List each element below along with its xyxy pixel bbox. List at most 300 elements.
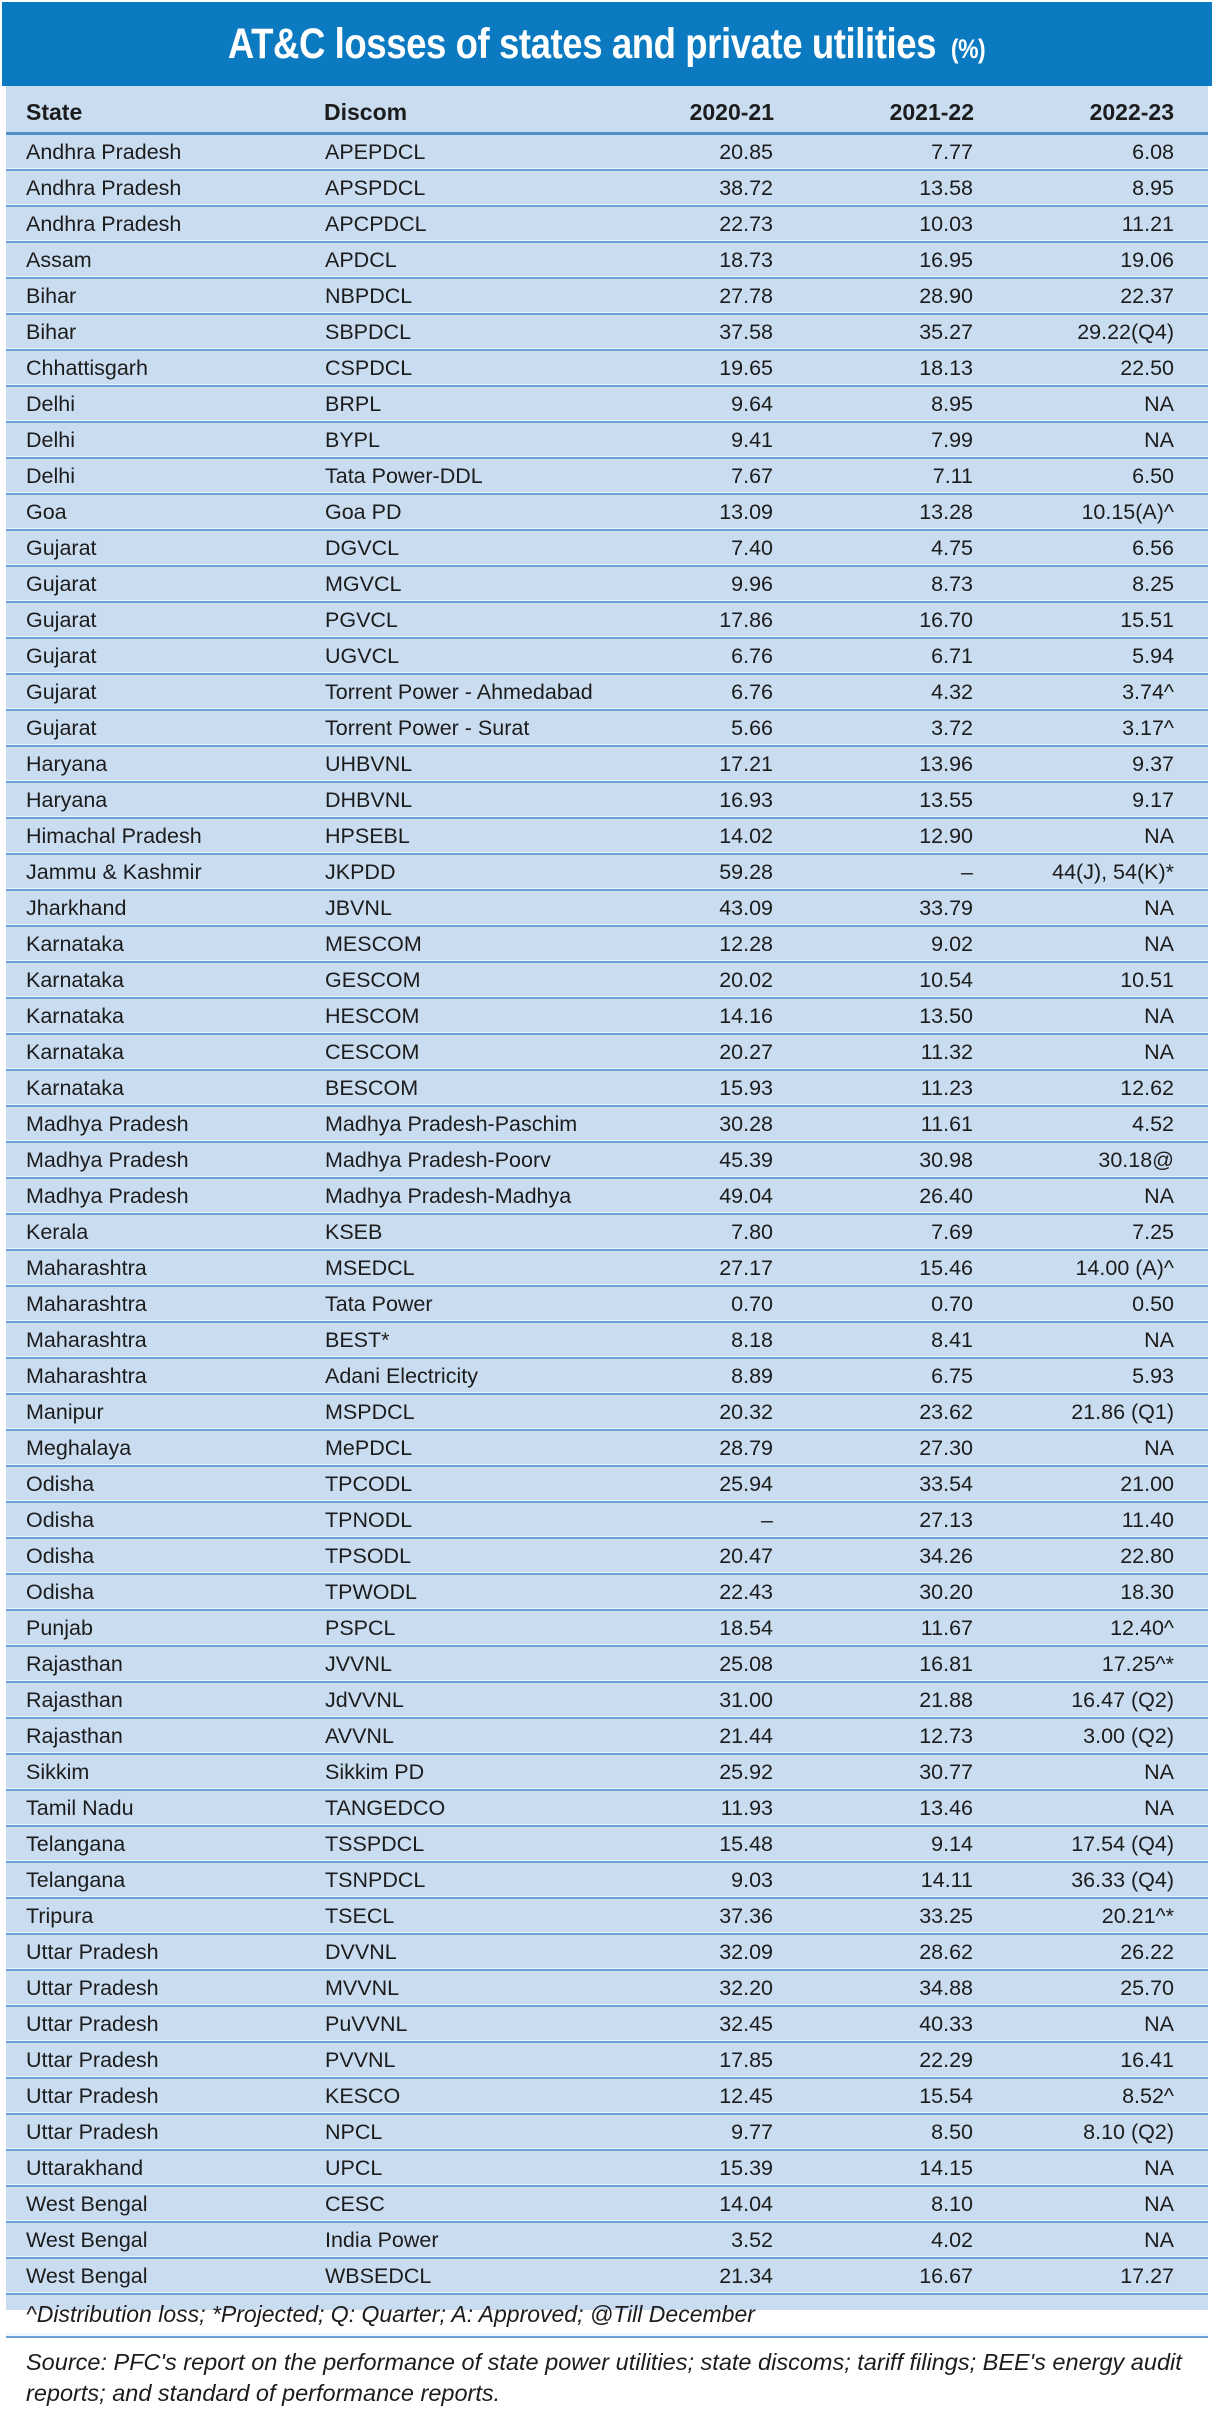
- cell-2022-23: 22.80: [974, 1538, 1208, 1574]
- table-row: [6, 134, 1208, 171]
- cell-discom: SBPDCL: [324, 314, 654, 350]
- cell-2021-22: 13.46: [774, 1790, 974, 1826]
- table-row: [6, 854, 1208, 890]
- cell-2020-21: 7.40: [654, 530, 774, 566]
- cell-discom: MSEDCL: [324, 1250, 654, 1286]
- cell-2022-23: 36.33 (Q4): [974, 1862, 1208, 1898]
- table-row: [6, 1790, 1208, 1826]
- cell-2020-21: 15.48: [654, 1826, 774, 1862]
- cell-state: Maharashtra: [6, 1286, 324, 1322]
- cell-2022-23: 30.18@: [974, 1142, 1208, 1178]
- cell-state: Gujarat: [6, 566, 324, 602]
- cell-2022-23: 26.22: [974, 1934, 1208, 1970]
- cell-2021-22: 4.02: [774, 2222, 974, 2258]
- cell-2020-21: 14.04: [654, 2186, 774, 2222]
- table-row: [6, 1682, 1208, 1718]
- table-row: [6, 1070, 1208, 1106]
- title-bar: [2, 2, 1212, 86]
- cell-state: Jharkhand: [6, 890, 324, 926]
- cell-2020-21: 17.86: [654, 602, 774, 638]
- cell-2020-21: 32.09: [654, 1934, 774, 1970]
- cell-2020-21: 15.39: [654, 2150, 774, 2186]
- cell-2022-23: 3.74^: [974, 674, 1208, 710]
- cell-discom: HESCOM: [324, 998, 654, 1034]
- table-row: [6, 422, 1208, 458]
- cell-2021-22: 3.72: [774, 710, 974, 746]
- table-row: [6, 1214, 1208, 1250]
- cell-2020-21: 13.09: [654, 494, 774, 530]
- cell-state: West Bengal: [6, 2258, 324, 2294]
- cell-state: Karnataka: [6, 1070, 324, 1106]
- cell-2021-22: 34.88: [774, 1970, 974, 2006]
- cell-discom: UPCL: [324, 2150, 654, 2186]
- cell-2021-22: 11.67: [774, 1610, 974, 1646]
- cell-2022-23: 8.10 (Q2): [974, 2114, 1208, 2150]
- table-row: [6, 1970, 1208, 2006]
- cell-discom: APDCL: [324, 242, 654, 278]
- cell-2021-22: –: [774, 854, 974, 890]
- cell-2022-23: 22.37: [974, 278, 1208, 314]
- cell-2022-23: 8.52^: [974, 2078, 1208, 2114]
- cell-2022-23: 11.40: [974, 1502, 1208, 1538]
- cell-state: Kerala: [6, 1214, 324, 1250]
- cell-2022-23: 22.50: [974, 350, 1208, 386]
- table-row: [6, 962, 1208, 998]
- cell-state: Gujarat: [6, 602, 324, 638]
- table-row: [6, 2006, 1208, 2042]
- table-row: [6, 2078, 1208, 2114]
- cell-2022-23: 29.22(Q4): [974, 314, 1208, 350]
- header-row: [6, 86, 1208, 134]
- cell-2022-23: 0.50: [974, 1286, 1208, 1322]
- cell-discom: JVVNL: [324, 1646, 654, 1682]
- cell-2021-22: 21.88: [774, 1682, 974, 1718]
- cell-2021-22: 30.77: [774, 1754, 974, 1790]
- source-note: Source: PFC's report on the performance of state power utilities; state discoms; tariff filings; BEE's energy audit reports; and standard of performance reports.: [26, 2349, 1182, 2406]
- cell-2022-23: NA: [974, 386, 1208, 422]
- cell-discom: CSPDCL: [324, 350, 654, 386]
- cell-discom: DGVCL: [324, 530, 654, 566]
- cell-discom: Sikkim PD: [324, 1754, 654, 1790]
- table-row: [6, 926, 1208, 962]
- cell-discom: WBSEDCL: [324, 2258, 654, 2294]
- cell-2022-23: 17.27: [974, 2258, 1208, 2294]
- col-header-state: State: [6, 86, 324, 134]
- cell-2021-22: 8.50: [774, 2114, 974, 2150]
- cell-2021-22: 11.23: [774, 1070, 974, 1106]
- cell-2022-23: NA: [974, 2150, 1208, 2186]
- cell-2021-22: 30.20: [774, 1574, 974, 1610]
- table-row: [6, 638, 1208, 674]
- cell-2020-21: 20.02: [654, 962, 774, 998]
- cell-2022-23: 3.00 (Q2): [974, 1718, 1208, 1754]
- cell-state: Karnataka: [6, 1034, 324, 1070]
- cell-2020-21: 17.21: [654, 746, 774, 782]
- cell-state: Himachal Pradesh: [6, 818, 324, 854]
- cell-discom: Madhya Pradesh-Paschim: [324, 1106, 654, 1142]
- table-row: [6, 1862, 1208, 1898]
- table-row: [6, 1538, 1208, 1574]
- cell-state: Uttar Pradesh: [6, 2042, 324, 2078]
- table-row: [6, 530, 1208, 566]
- cell-state: Uttarakhand: [6, 2150, 324, 2186]
- cell-discom: DVVNL: [324, 1934, 654, 1970]
- cell-discom: MESCOM: [324, 926, 654, 962]
- cell-2022-23: NA: [974, 926, 1208, 962]
- cell-discom: Torrent Power - Ahmedabad: [324, 674, 654, 710]
- cell-2021-22: 11.61: [774, 1106, 974, 1142]
- table-row: [6, 710, 1208, 746]
- table-row: [6, 1574, 1208, 1610]
- cell-discom: UGVCL: [324, 638, 654, 674]
- cell-2022-23: 44(J), 54(K)*: [974, 854, 1208, 890]
- cell-2021-22: 6.75: [774, 1358, 974, 1394]
- cell-discom: TSSPDCL: [324, 1826, 654, 1862]
- cell-2022-23: NA: [974, 1178, 1208, 1214]
- cell-discom: BEST*: [324, 1322, 654, 1358]
- cell-2021-22: 8.73: [774, 566, 974, 602]
- table-row: [6, 1106, 1208, 1142]
- cell-2022-23: 15.51: [974, 602, 1208, 638]
- cell-state: Maharashtra: [6, 1358, 324, 1394]
- table-row: [6, 566, 1208, 602]
- col-header-2021-22: 2021-22: [774, 86, 974, 134]
- cell-state: Tamil Nadu: [6, 1790, 324, 1826]
- table-row: [6, 1466, 1208, 1502]
- table-row: [6, 170, 1208, 206]
- cell-2020-21: 9.96: [654, 566, 774, 602]
- table-row: [6, 1142, 1208, 1178]
- cell-discom: Tata Power: [324, 1286, 654, 1322]
- cell-discom: MSPDCL: [324, 1394, 654, 1430]
- table-row: [6, 278, 1208, 314]
- table-header: [6, 86, 1208, 134]
- table-row: [6, 2258, 1208, 2294]
- cell-2020-21: 15.93: [654, 1070, 774, 1106]
- cell-2020-21: 59.28: [654, 854, 774, 890]
- cell-2020-21: 37.58: [654, 314, 774, 350]
- table-row: [6, 1826, 1208, 1862]
- table-row: [6, 1358, 1208, 1394]
- cell-2022-23: 18.30: [974, 1574, 1208, 1610]
- cell-2020-21: 14.02: [654, 818, 774, 854]
- cell-2020-21: 25.08: [654, 1646, 774, 1682]
- cell-2020-21: 9.41: [654, 422, 774, 458]
- cell-state: Rajasthan: [6, 1682, 324, 1718]
- table-row: [6, 1430, 1208, 1466]
- cell-state: Telangana: [6, 1862, 324, 1898]
- table-row: [6, 458, 1208, 494]
- cell-2021-22: 13.28: [774, 494, 974, 530]
- cell-state: Madhya Pradesh: [6, 1178, 324, 1214]
- table-row: [6, 314, 1208, 350]
- table-row: [6, 1718, 1208, 1754]
- table-row: [6, 2114, 1208, 2150]
- cell-2021-22: 8.95: [774, 386, 974, 422]
- cell-discom: Adani Electricity: [324, 1358, 654, 1394]
- cell-2021-22: 13.96: [774, 746, 974, 782]
- cell-discom: MGVCL: [324, 566, 654, 602]
- cell-2021-22: 10.54: [774, 962, 974, 998]
- cell-2020-21: 37.36: [654, 1898, 774, 1934]
- cell-2021-22: 6.71: [774, 638, 974, 674]
- cell-discom: AVVNL: [324, 1718, 654, 1754]
- cell-discom: BYPL: [324, 422, 654, 458]
- cell-2022-23: NA: [974, 2222, 1208, 2258]
- cell-2020-21: 25.92: [654, 1754, 774, 1790]
- content-wrap: [2, 2, 1212, 2406]
- cell-2022-23: 8.95: [974, 170, 1208, 206]
- cell-2020-21: 7.80: [654, 1214, 774, 1250]
- cell-2022-23: 21.00: [974, 1466, 1208, 1502]
- cell-2021-22: 16.70: [774, 602, 974, 638]
- cell-state: Odisha: [6, 1502, 324, 1538]
- cell-state: Delhi: [6, 386, 324, 422]
- cell-2022-23: NA: [974, 1034, 1208, 1070]
- cell-2022-23: NA: [974, 2186, 1208, 2222]
- cell-2020-21: 25.94: [654, 1466, 774, 1502]
- title-text: AT&C losses of states and private utilities: [228, 19, 937, 68]
- cell-2020-21: 12.45: [654, 2078, 774, 2114]
- cell-2021-22: 33.79: [774, 890, 974, 926]
- cell-2021-22: 7.69: [774, 1214, 974, 1250]
- table-row: [6, 674, 1208, 710]
- cell-discom: KSEB: [324, 1214, 654, 1250]
- cell-discom: TPSODL: [324, 1538, 654, 1574]
- cell-state: Chhattisgarh: [6, 350, 324, 386]
- table-row: [6, 602, 1208, 638]
- cell-state: Goa: [6, 494, 324, 530]
- cell-2020-21: 6.76: [654, 674, 774, 710]
- cell-2021-22: 8.10: [774, 2186, 974, 2222]
- cell-discom: GESCOM: [324, 962, 654, 998]
- cell-state: Delhi: [6, 458, 324, 494]
- cell-2021-22: 27.30: [774, 1430, 974, 1466]
- cell-2020-21: 21.34: [654, 2258, 774, 2294]
- cell-state: Telangana: [6, 1826, 324, 1862]
- cell-2020-21: 31.00: [654, 1682, 774, 1718]
- cell-discom: Tata Power-DDL: [324, 458, 654, 494]
- cell-2020-21: 9.64: [654, 386, 774, 422]
- cell-discom: TANGEDCO: [324, 1790, 654, 1826]
- col-header-discom: Discom: [324, 86, 654, 134]
- cell-discom: Madhya Pradesh-Poorv: [324, 1142, 654, 1178]
- table-panel: [6, 86, 1208, 2406]
- cell-state: Haryana: [6, 782, 324, 818]
- table-row: [6, 1754, 1208, 1790]
- col-header-2020-21: 2020-21: [654, 86, 774, 134]
- table-row: [6, 494, 1208, 530]
- cell-discom: Goa PD: [324, 494, 654, 530]
- footnote: ^Distribution loss; *Projected; Q: Quarter; A: Approved; @Till December: [6, 2295, 1208, 2338]
- cell-discom: JBVNL: [324, 890, 654, 926]
- cell-2020-21: 3.52: [654, 2222, 774, 2258]
- cell-discom: HPSEBL: [324, 818, 654, 854]
- cell-discom: TPCODL: [324, 1466, 654, 1502]
- cell-2020-21: 43.09: [654, 890, 774, 926]
- cell-2021-22: 9.14: [774, 1826, 974, 1862]
- cell-2021-22: 33.54: [774, 1466, 974, 1502]
- cell-state: Gujarat: [6, 710, 324, 746]
- cell-2020-21: 8.18: [654, 1322, 774, 1358]
- cell-discom: APEPDCL: [324, 134, 654, 171]
- cell-state: Gujarat: [6, 674, 324, 710]
- cell-2021-22: 14.15: [774, 2150, 974, 2186]
- cell-2020-21: 11.93: [654, 1790, 774, 1826]
- table-body: [6, 134, 1208, 2295]
- cell-2020-21: 32.20: [654, 1970, 774, 2006]
- cell-2022-23: 5.94: [974, 638, 1208, 674]
- cell-discom: TSNPDCL: [324, 1862, 654, 1898]
- cell-state: West Bengal: [6, 2186, 324, 2222]
- cell-state: Odisha: [6, 1574, 324, 1610]
- table-row: [6, 1178, 1208, 1214]
- cell-2022-23: 20.21^*: [974, 1898, 1208, 1934]
- cell-2020-21: 19.65: [654, 350, 774, 386]
- table-row: [6, 1646, 1208, 1682]
- cell-2022-23: NA: [974, 1322, 1208, 1358]
- cell-2020-21: 9.03: [654, 1862, 774, 1898]
- cell-state: Uttar Pradesh: [6, 2006, 324, 2042]
- cell-discom: DHBVNL: [324, 782, 654, 818]
- cell-2021-22: 18.13: [774, 350, 974, 386]
- cell-2020-21: 16.93: [654, 782, 774, 818]
- cell-2021-22: 28.62: [774, 1934, 974, 1970]
- cell-state: Haryana: [6, 746, 324, 782]
- cell-discom: MePDCL: [324, 1430, 654, 1466]
- cell-2021-22: 16.67: [774, 2258, 974, 2294]
- cell-state: Andhra Pradesh: [6, 170, 324, 206]
- table-row: [6, 1898, 1208, 1934]
- cell-discom: Madhya Pradesh-Madhya: [324, 1178, 654, 1214]
- cell-2020-21: 6.76: [654, 638, 774, 674]
- table-row: [6, 1934, 1208, 1970]
- cell-2021-22: 13.58: [774, 170, 974, 206]
- table-row: [6, 1286, 1208, 1322]
- cell-state: Bihar: [6, 278, 324, 314]
- cell-2021-22: 11.32: [774, 1034, 974, 1070]
- table-row: [6, 998, 1208, 1034]
- cell-2020-21: 5.66: [654, 710, 774, 746]
- cell-2022-23: 16.47 (Q2): [974, 1682, 1208, 1718]
- cell-2022-23: 4.52: [974, 1106, 1208, 1142]
- cell-2022-23: 12.62: [974, 1070, 1208, 1106]
- cell-discom: India Power: [324, 2222, 654, 2258]
- cell-2022-23: 6.50: [974, 458, 1208, 494]
- cell-discom: NPCL: [324, 2114, 654, 2150]
- cell-discom: CESCOM: [324, 1034, 654, 1070]
- cell-2022-23: 5.93: [974, 1358, 1208, 1394]
- cell-2022-23: NA: [974, 890, 1208, 926]
- cell-2022-23: 14.00 (A)^: [974, 1250, 1208, 1286]
- cell-2020-21: 22.43: [654, 1574, 774, 1610]
- cell-2022-23: NA: [974, 998, 1208, 1034]
- cell-2022-23: 9.17: [974, 782, 1208, 818]
- cell-state: Gujarat: [6, 638, 324, 674]
- cell-2021-22: 13.55: [774, 782, 974, 818]
- cell-discom: BESCOM: [324, 1070, 654, 1106]
- cell-discom: TSECL: [324, 1898, 654, 1934]
- losses-table: [6, 86, 1208, 2295]
- cell-2021-22: 10.03: [774, 206, 974, 242]
- cell-discom: Torrent Power - Surat: [324, 710, 654, 746]
- cell-2022-23: NA: [974, 818, 1208, 854]
- cell-2021-22: 4.32: [774, 674, 974, 710]
- cell-discom: JdVVNL: [324, 1682, 654, 1718]
- cell-2021-22: 23.62: [774, 1394, 974, 1430]
- cell-2021-22: 9.02: [774, 926, 974, 962]
- cell-discom: PSPCL: [324, 1610, 654, 1646]
- cell-state: Karnataka: [6, 926, 324, 962]
- cell-state: Odisha: [6, 1466, 324, 1502]
- cell-2022-23: 6.08: [974, 134, 1208, 171]
- cell-2022-23: NA: [974, 1430, 1208, 1466]
- cell-state: Uttar Pradesh: [6, 1934, 324, 1970]
- cell-2020-21: 20.27: [654, 1034, 774, 1070]
- cell-state: Delhi: [6, 422, 324, 458]
- table-row: [6, 350, 1208, 386]
- table-row: [6, 818, 1208, 854]
- table-row: [6, 1502, 1208, 1538]
- cell-state: Rajasthan: [6, 1718, 324, 1754]
- cell-state: Jammu & Kashmir: [6, 854, 324, 890]
- cell-2020-21: 27.17: [654, 1250, 774, 1286]
- table-row: [6, 782, 1208, 818]
- cell-2020-21: 30.28: [654, 1106, 774, 1142]
- cell-2021-22: 7.11: [774, 458, 974, 494]
- cell-2020-21: 27.78: [654, 278, 774, 314]
- cell-2020-21: 20.32: [654, 1394, 774, 1430]
- cell-2020-21: 49.04: [654, 1178, 774, 1214]
- cell-2022-23: NA: [974, 2006, 1208, 2042]
- cell-2021-22: 40.33: [774, 2006, 974, 2042]
- cell-2020-21: –: [654, 1502, 774, 1538]
- page-title: [228, 20, 985, 69]
- cell-2022-23: 21.86 (Q1): [974, 1394, 1208, 1430]
- cell-2021-22: 33.25: [774, 1898, 974, 1934]
- cell-2022-23: 17.25^*: [974, 1646, 1208, 1682]
- cell-discom: PGVCL: [324, 602, 654, 638]
- cell-discom: JKPDD: [324, 854, 654, 890]
- cell-2022-23: 19.06: [974, 242, 1208, 278]
- cell-discom: BRPL: [324, 386, 654, 422]
- cell-2022-23: 16.41: [974, 2042, 1208, 2078]
- cell-2020-21: 45.39: [654, 1142, 774, 1178]
- cell-2022-23: NA: [974, 422, 1208, 458]
- cell-2021-22: 12.90: [774, 818, 974, 854]
- cell-2021-22: 16.81: [774, 1646, 974, 1682]
- cell-2020-21: 32.45: [654, 2006, 774, 2042]
- cell-state: Andhra Pradesh: [6, 206, 324, 242]
- table-row: [6, 1394, 1208, 1430]
- cell-2020-21: 20.47: [654, 1538, 774, 1574]
- cell-2021-22: 35.27: [774, 314, 974, 350]
- cell-2021-22: 22.29: [774, 2042, 974, 2078]
- cell-discom: MVVNL: [324, 1970, 654, 2006]
- cell-2021-22: 14.11: [774, 1862, 974, 1898]
- cell-2021-22: 7.77: [774, 134, 974, 171]
- cell-2020-21: 18.73: [654, 242, 774, 278]
- cell-state: West Bengal: [6, 2222, 324, 2258]
- cell-2021-22: 16.95: [774, 242, 974, 278]
- cell-2022-23: 11.21: [974, 206, 1208, 242]
- cell-2022-23: 17.54 (Q4): [974, 1826, 1208, 1862]
- cell-2020-21: 21.44: [654, 1718, 774, 1754]
- table-row: [6, 1250, 1208, 1286]
- cell-2022-23: 10.51: [974, 962, 1208, 998]
- table-row: [6, 2186, 1208, 2222]
- cell-2021-22: 0.70: [774, 1286, 974, 1322]
